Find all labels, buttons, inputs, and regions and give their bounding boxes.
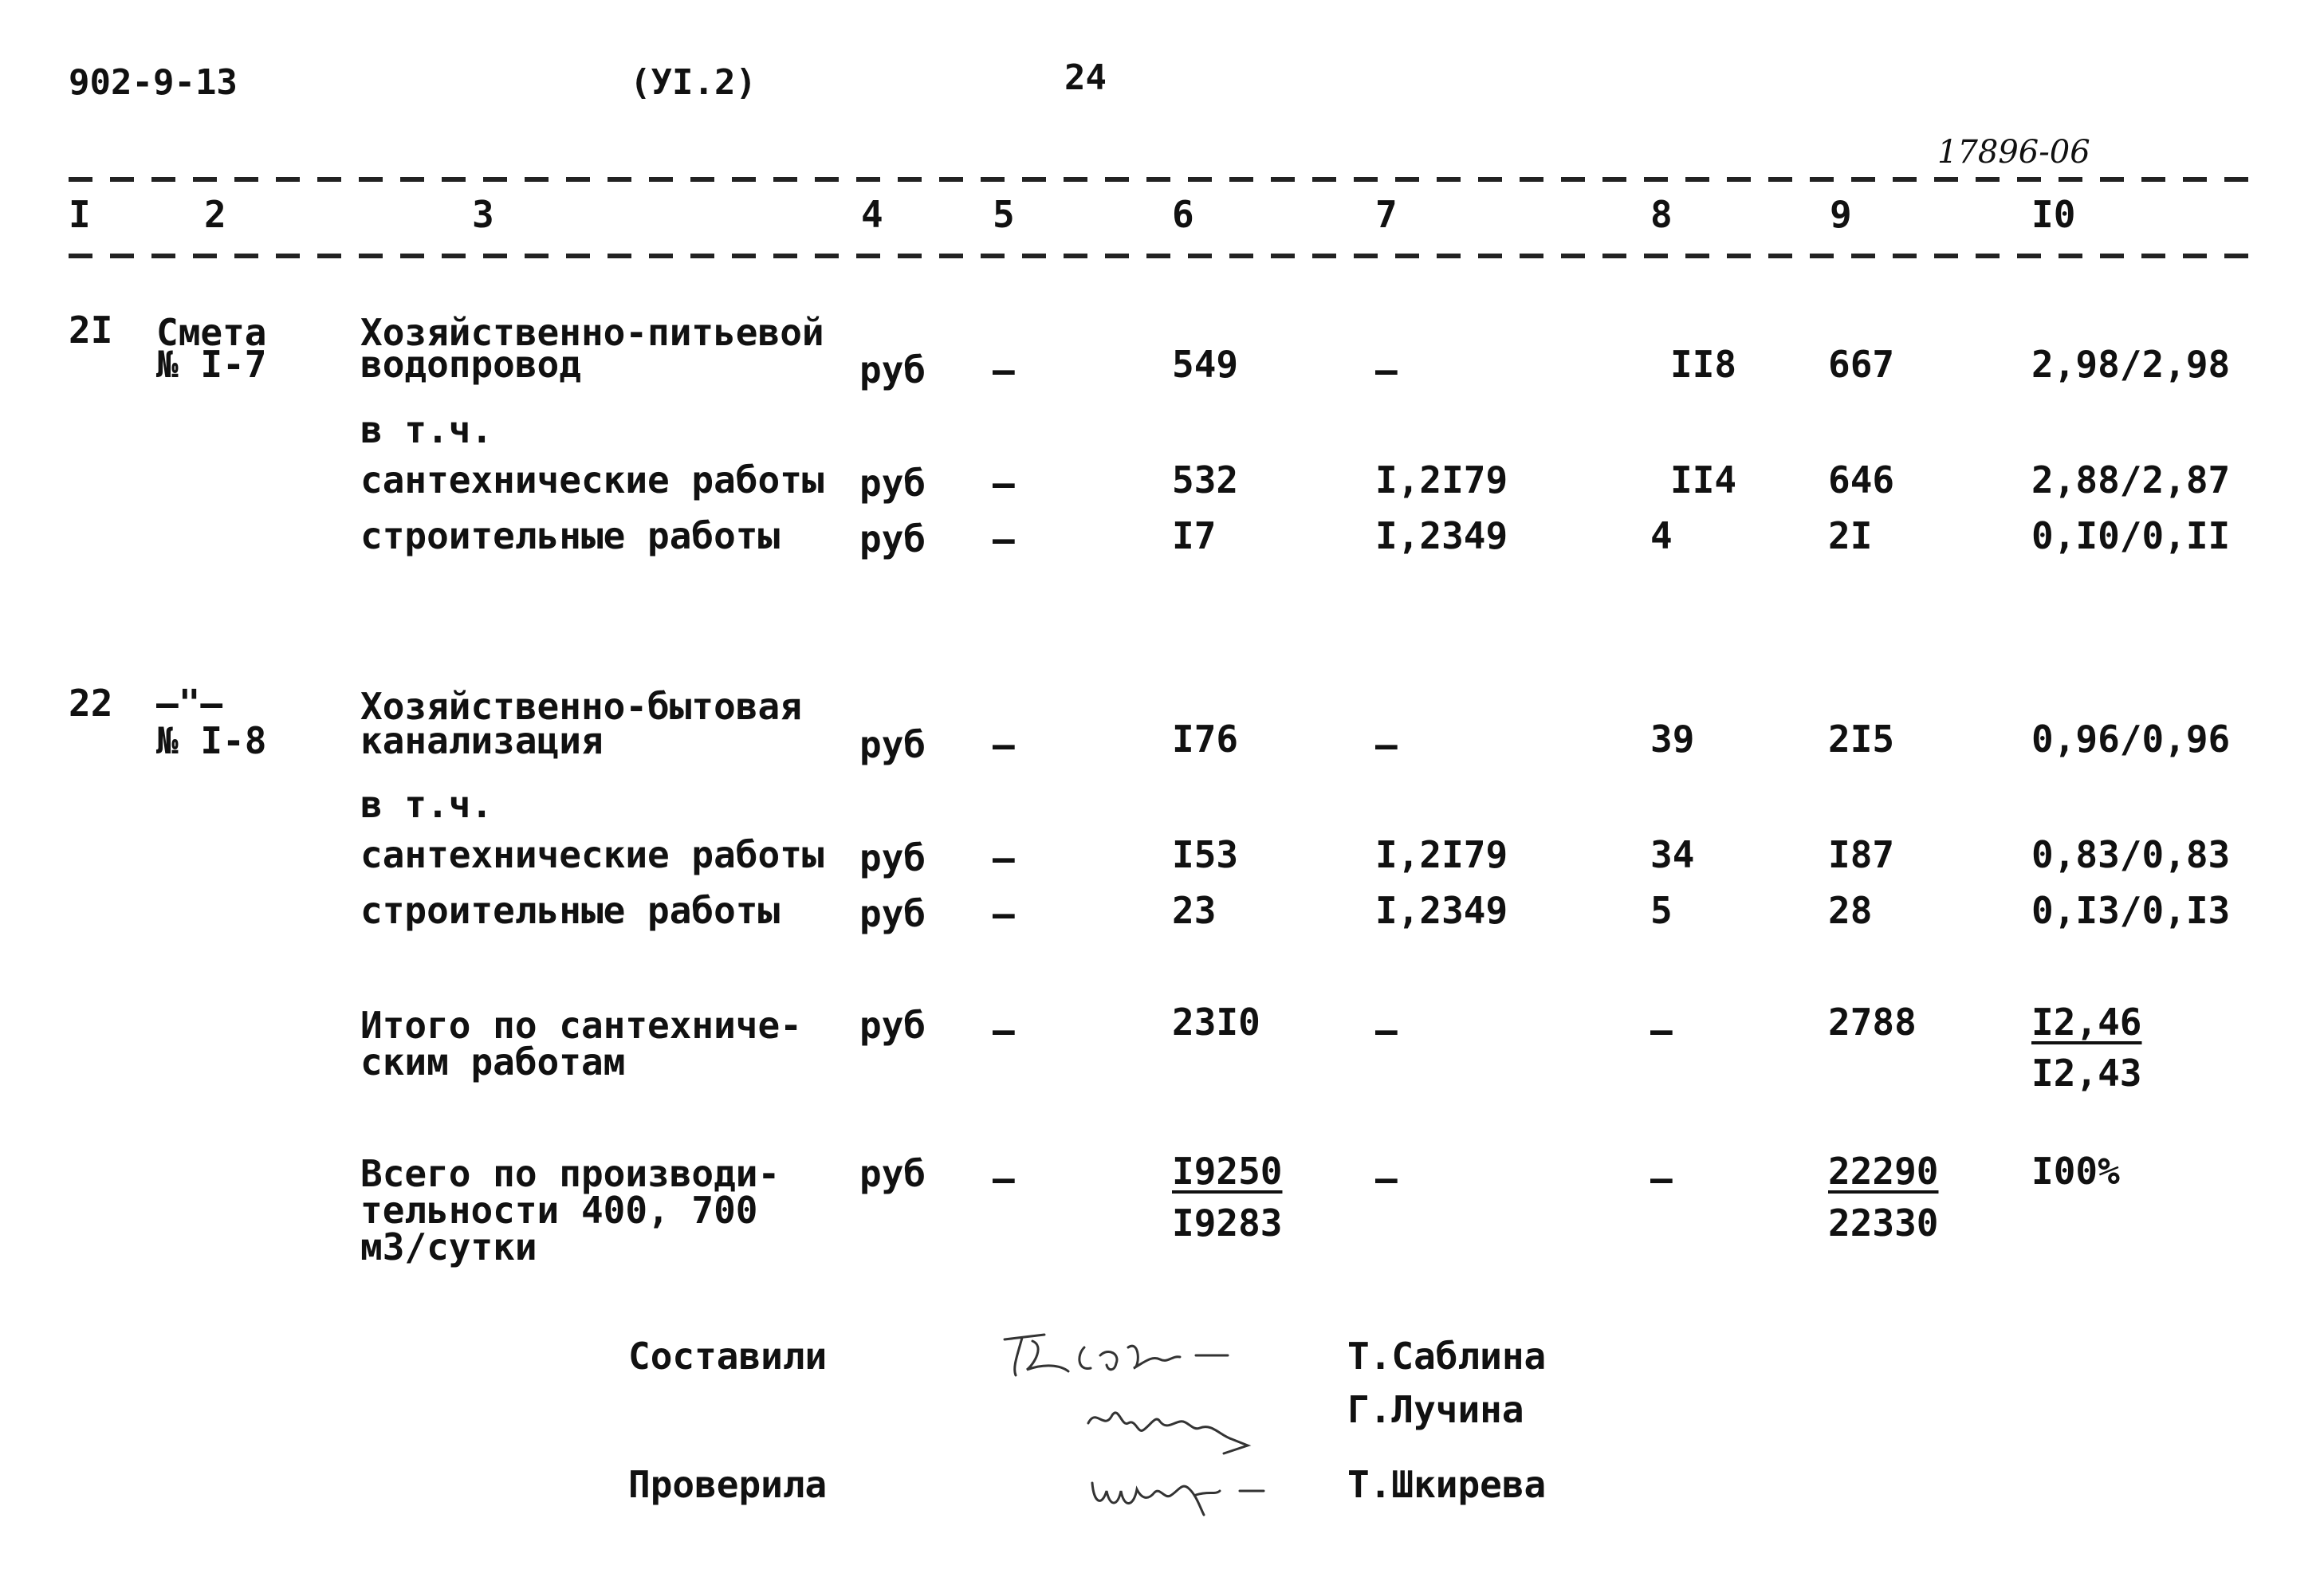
col8: II8 [1670, 343, 1737, 386]
page-number: 24 [1064, 57, 1107, 98]
item-name-line2: ским работам [360, 1040, 626, 1084]
col9: 2788 [1828, 1001, 1917, 1044]
col10: I00% [2031, 1150, 2120, 1193]
col5: – [993, 723, 1015, 766]
checker-name-1: Т.Шкирева [1347, 1463, 1547, 1506]
sub-col9: 646 [1828, 458, 1895, 501]
col5: – [993, 1157, 1015, 1200]
sub-col10: 0,I0/0,II [2031, 514, 2231, 557]
sub-col8: 4 [1650, 514, 1673, 557]
col5: – [993, 348, 1015, 391]
col5: – [993, 1009, 1015, 1052]
unit: руб [859, 1004, 926, 1047]
sub-col6: I7 [1172, 514, 1217, 557]
sub-col7: I,2I79 [1375, 833, 1508, 876]
sub-col9: 2I [1828, 514, 1873, 557]
col-header-8: 8 [1650, 193, 1673, 236]
sub-col6: 23 [1172, 889, 1217, 932]
unit: руб [859, 348, 926, 391]
sub-col6: 532 [1172, 458, 1239, 501]
item-name-line2: тельности 400, 700 [360, 1189, 758, 1232]
col8: – [1650, 1157, 1673, 1200]
doc-number: № I-8 [156, 719, 267, 762]
unit: руб [859, 1152, 926, 1195]
sub-col10: 2,88/2,87 [2031, 458, 2231, 501]
col10: 0,96/0,96 [2031, 718, 2231, 761]
doc-label: Смета [156, 311, 267, 354]
row-number: 22 [69, 682, 113, 725]
col7: – [1375, 1009, 1398, 1052]
doc-number: № I-7 [156, 343, 267, 386]
sub-col8: 5 [1650, 889, 1673, 932]
unit: руб [859, 723, 926, 766]
col-header-4: 4 [861, 193, 883, 236]
sub-col9: I87 [1828, 833, 1895, 876]
col-header-9: 9 [1830, 193, 1852, 236]
col8: 39 [1650, 718, 1695, 761]
sub-col5: – [993, 892, 1015, 935]
col7: – [1375, 348, 1398, 391]
col8: – [1650, 1009, 1673, 1052]
item-name-line1: Всего по производи- [360, 1152, 781, 1195]
header-bottom-rule [69, 254, 2261, 258]
col10: 2,98/2,98 [2031, 343, 2231, 386]
sub-col10: 0,I3/0,I3 [2031, 889, 2231, 932]
col6: I76 [1172, 718, 1239, 761]
col-header-5: 5 [993, 193, 1015, 236]
item-name-line1: Итого по сантехниче- [360, 1004, 802, 1047]
col6: 23I0 [1172, 1001, 1260, 1044]
handwritten-ref: 17896-06 [1937, 134, 2090, 171]
signature-luchina [1080, 1391, 1272, 1455]
item-name-line2: канализация [360, 719, 604, 762]
col-header-1: I [69, 193, 91, 236]
signature-shkireva [1084, 1459, 1284, 1523]
sub-unit: руб [859, 517, 926, 560]
sub-unit: руб [859, 892, 926, 935]
compiler-name-1: Т.Саблина [1347, 1335, 1547, 1378]
sub-name: строительные работы [360, 889, 781, 932]
sub-col6: I53 [1172, 833, 1239, 876]
col6: 549 [1172, 343, 1239, 386]
compiler-name-2: Г.Лучина [1347, 1388, 1524, 1431]
col-header-7: 7 [1375, 193, 1398, 236]
checked-by-label: Проверила [628, 1463, 828, 1506]
section-code: (УI.2) [630, 62, 757, 103]
sub-col7: I,2349 [1375, 889, 1508, 932]
row-number: 2I [69, 309, 113, 352]
sub-col8: 34 [1650, 833, 1695, 876]
col10-numerator: I2,46 [2031, 1001, 2142, 1044]
sub-name: строительные работы [360, 514, 781, 557]
sub-col5: – [993, 517, 1015, 560]
col9-numerator: 22290 [1828, 1150, 1939, 1193]
col-header-3: 3 [472, 193, 494, 236]
col9-denominator: 22330 [1828, 1202, 1939, 1245]
sub-col5: – [993, 836, 1015, 879]
sub-col5: – [993, 462, 1015, 505]
item-name-line2: водопровод [360, 343, 581, 386]
col7: – [1375, 1157, 1398, 1200]
item-name-line1: Хозяйственно-бытовая [360, 685, 802, 728]
including-label: в т.ч. [360, 783, 494, 826]
sub-col7: I,2I79 [1375, 458, 1508, 501]
sub-col9: 28 [1828, 889, 1873, 932]
col6-numerator: I9250 [1172, 1150, 1283, 1193]
sub-col8: II4 [1670, 458, 1737, 501]
doc-label: –"– [156, 682, 223, 725]
sub-col7: I,2349 [1375, 514, 1508, 557]
col-header-2: 2 [204, 193, 226, 236]
doc-code: 902-9-13 [69, 62, 238, 103]
sub-name: сантехнические работы [360, 458, 824, 501]
item-name-line3: м3/сутки [360, 1225, 537, 1268]
col-header-10: I0 [2031, 193, 2076, 236]
signature-sablina [989, 1323, 1244, 1387]
col7: – [1375, 723, 1398, 766]
compiled-by-label: Составили [628, 1335, 828, 1378]
item-name-line1: Хозяйственно-питьевой [360, 311, 824, 354]
col9: 667 [1828, 343, 1895, 386]
sub-unit: руб [859, 462, 926, 505]
sub-col10: 0,83/0,83 [2031, 833, 2231, 876]
sub-unit: руб [859, 836, 926, 879]
sub-name: сантехнические работы [360, 833, 824, 876]
col-header-6: 6 [1172, 193, 1194, 236]
including-label: в т.ч. [360, 408, 494, 451]
header-top-rule [69, 177, 2261, 182]
col6-denominator: I9283 [1172, 1202, 1283, 1245]
col10-denominator: I2,43 [2031, 1052, 2142, 1095]
col9: 2I5 [1828, 718, 1895, 761]
